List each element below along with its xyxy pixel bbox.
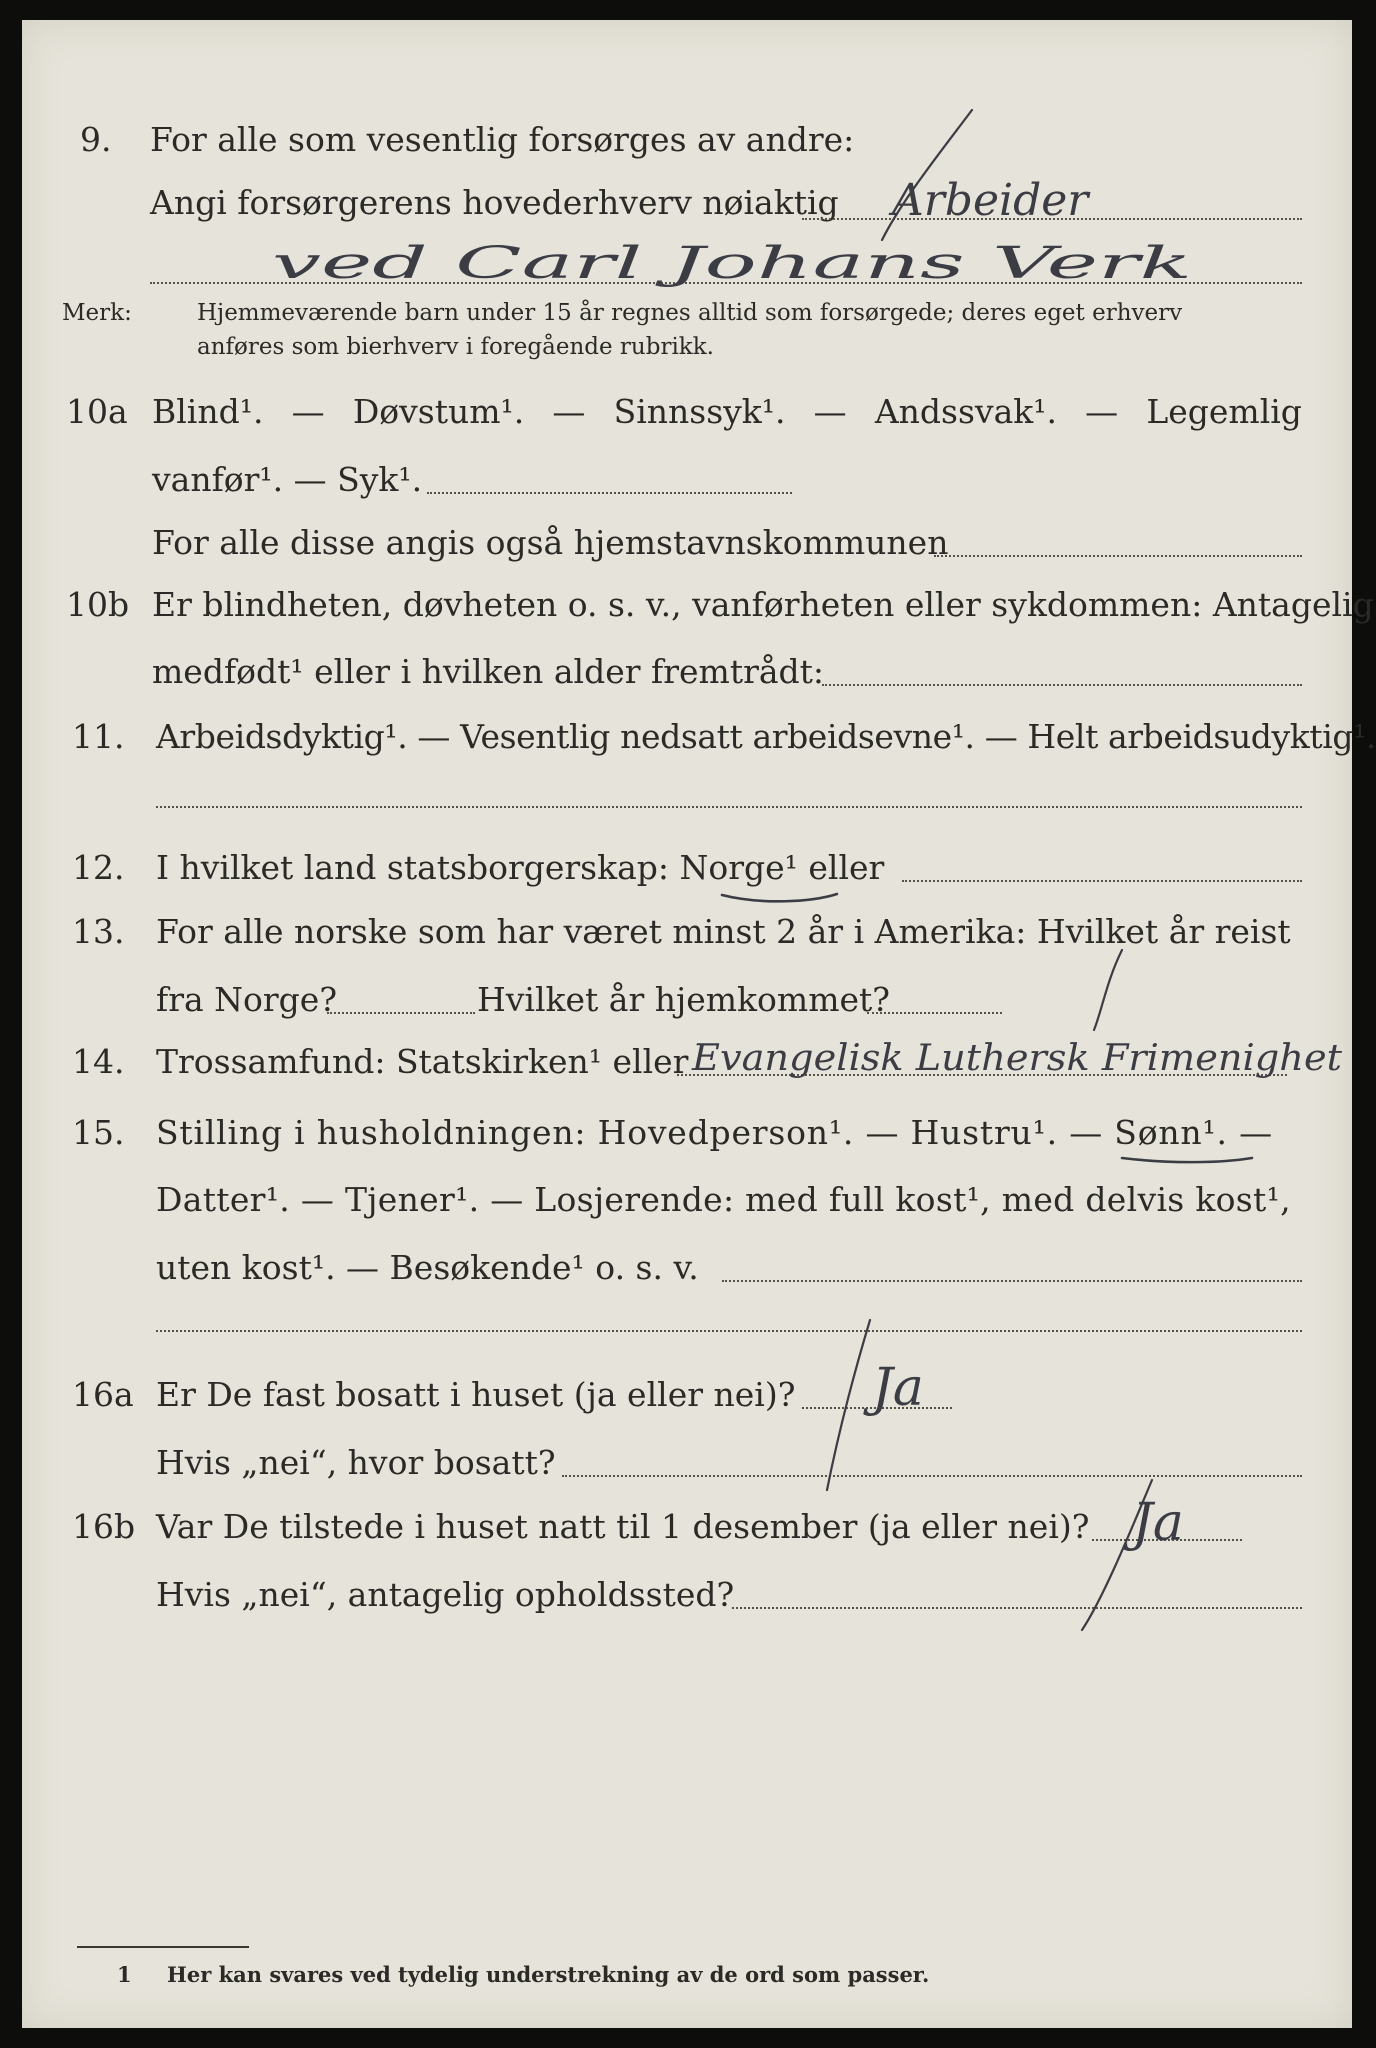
question-text: Er De fast bosatt i huset (ja eller nei)? bbox=[156, 1375, 796, 1414]
separator: — bbox=[1085, 392, 1119, 431]
question-text: uten kost¹. — Besøkende¹ o. s. v. bbox=[156, 1248, 699, 1287]
question-text: Trossamfund: Statskirken¹ eller bbox=[156, 1042, 689, 1081]
question-number: 12. bbox=[72, 848, 125, 887]
question-text: medfødt¹ eller i hvilken alder fremtrådt: bbox=[152, 652, 825, 691]
question-number: 15. bbox=[72, 1113, 125, 1152]
question-text: I hvilket land statsborgerskap: Norge¹ eller bbox=[156, 848, 885, 887]
question-number: 10b bbox=[66, 585, 130, 624]
option-legemlig: Legemlig bbox=[1146, 392, 1302, 431]
question-text: Var De tilstede i huset natt til 1 desember (ja eller nei)? bbox=[156, 1507, 1090, 1546]
question-text: Arbeidsdyktig¹. — Vesentlig nedsatt arbeidsevne¹. — Helt arbeidsudyktig¹. bbox=[156, 717, 1376, 756]
note-text: anføres som bierhverv i foregående rubrikk. bbox=[197, 334, 714, 360]
question-text: fra Norge? bbox=[156, 980, 338, 1019]
handwritten-answer: ved Carl Johans Verk bbox=[272, 238, 1192, 289]
handwritten-answer: Evangelisk Luthersk Frimenighet bbox=[690, 1038, 1343, 1079]
question-text: Hvis „nei“, antagelig opholdssted? bbox=[156, 1575, 735, 1614]
footnote-mark: 1 bbox=[117, 1962, 132, 1987]
option-blind: Blind¹. bbox=[152, 392, 264, 431]
question-text: Hvis „nei“, hvor bosatt? bbox=[156, 1443, 556, 1482]
footnote-text: Her kan svares ved tydelig understrekning av de ord som passer. bbox=[167, 1962, 930, 1987]
question-number: 16b bbox=[72, 1507, 136, 1546]
separator: — bbox=[291, 392, 325, 431]
question-text: For alle som vesentlig forsørges av andre: bbox=[150, 120, 855, 159]
option-andssvak: Andssvak¹. bbox=[874, 392, 1057, 431]
note-label: Merk: bbox=[62, 300, 132, 326]
separator: — bbox=[813, 392, 847, 431]
option-sinnssyk: Sinnssyk¹. bbox=[613, 392, 786, 431]
question-number: 16a bbox=[72, 1375, 134, 1414]
question-text: vanfør¹. — Syk¹. bbox=[152, 460, 423, 499]
question-text: Hvilket år hjemkommet? bbox=[477, 980, 890, 1019]
question-number: 13. bbox=[72, 912, 125, 951]
question-number: 10a bbox=[66, 392, 128, 431]
option-dovstum: Døvstum¹. bbox=[352, 392, 525, 431]
question-text: For alle disse angis også hjemstavnskommunen bbox=[152, 523, 949, 562]
question-text: Datter¹. — Tjener¹. — Losjerende: med full kost¹, med delvis kost¹, bbox=[156, 1180, 1291, 1219]
question-text: Er blindheten, døvheten o. s. v., vanførheten eller sykdommen: Antagelig bbox=[152, 585, 1374, 624]
question-text: Stilling i husholdningen: Hovedperson¹. — Hustru¹. — Sønn¹. — bbox=[156, 1113, 1273, 1152]
handwriting-layer bbox=[22, 20, 1352, 2028]
handwritten-answer: Ja bbox=[872, 1358, 924, 1418]
question-text: For alle norske som har været minst 2 år i Amerika: Hvilket år reist bbox=[156, 912, 1291, 951]
handwritten-answer: Ja bbox=[1132, 1493, 1184, 1553]
note-text: Hjemmeværende barn under 15 år regnes alltid som forsørgede; deres eget erhverv bbox=[197, 300, 1183, 326]
question-number: 11. bbox=[72, 717, 125, 756]
question-number: 9. bbox=[80, 120, 112, 159]
census-form-page bbox=[22, 20, 1376, 2028]
question-text: Angi forsørgerens hovederhverv nøiaktig bbox=[150, 183, 839, 222]
handwritten-answer: Arbeider bbox=[892, 175, 1089, 226]
question-number: 14. bbox=[72, 1042, 125, 1081]
separator: — bbox=[552, 392, 586, 431]
